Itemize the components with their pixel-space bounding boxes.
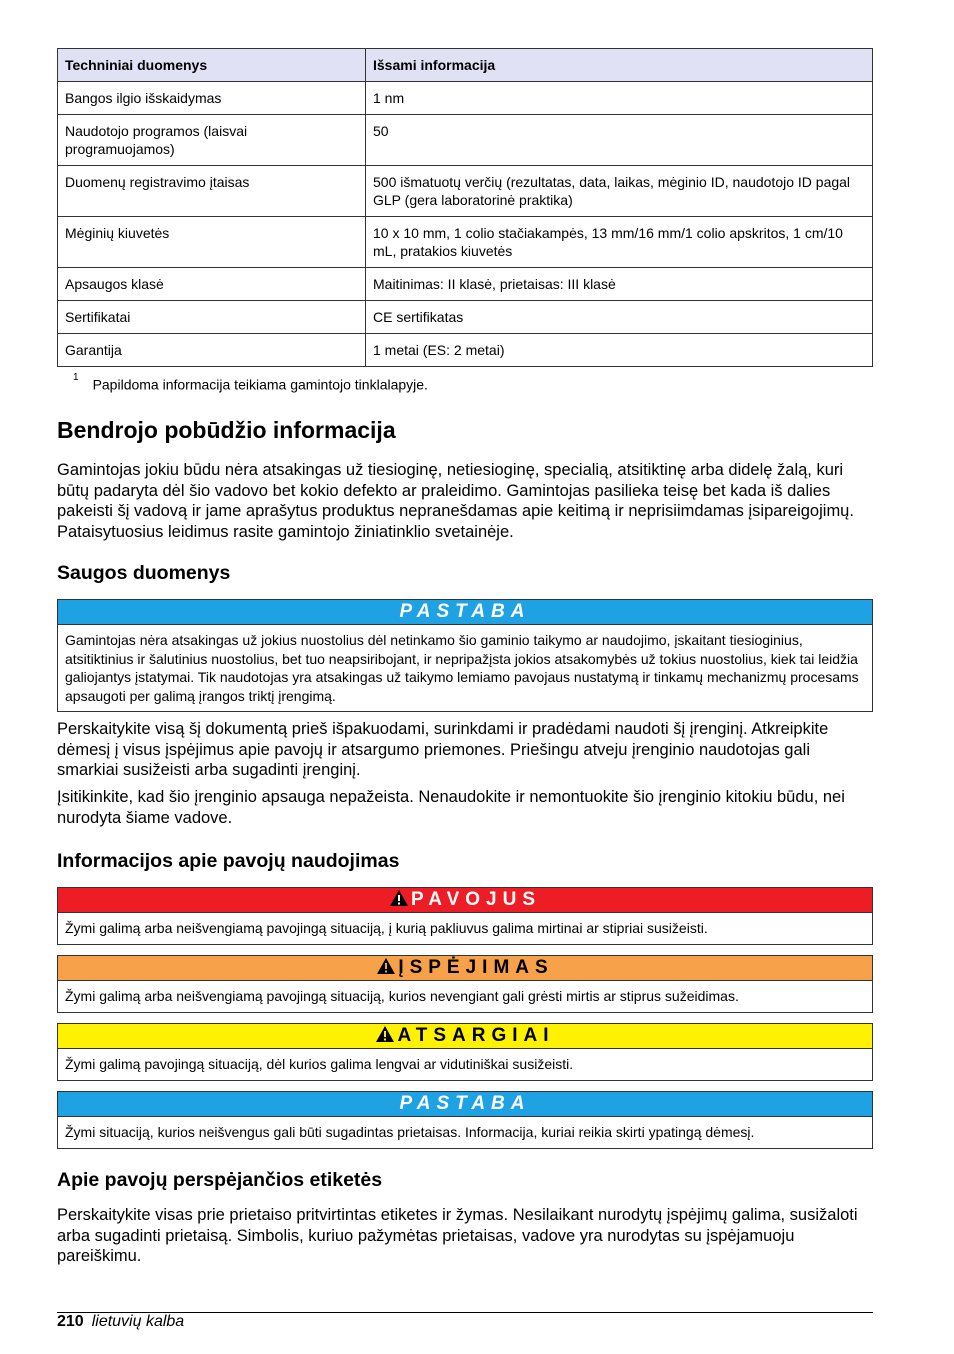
section-title-general: Bendrojo pobūdžio informacija	[57, 417, 396, 443]
table-cell: 1 metai (ES: 2 metai)	[366, 334, 873, 367]
table-cell: 1 nm	[366, 82, 873, 115]
notice-text: Gamintojas nėra atsakingas už jokius nuostolius dėl netinkamo šio gaminio taikymo ar naudojimo, įskaitant tiesioginius, atsitiktinius ir šalutinius nuostolius, bet tuo neapsiribojant, ir nepripažįsta jokios atsakomybės už tokius nuostolius, kiek tai leidžia galiojantys įstatymai. Tik naudotojas yra atsakingas už taikymo lemiamo pavojaus nustatymą ir tinkamų mechanizmų procesams apsaugoti per galimą įrangos triktį įrengimą.	[65, 632, 859, 704]
warning-header	[58, 956, 872, 981]
danger-box	[57, 887, 873, 945]
section-title-labels: Apie pavojų perspėjančios etiketės	[57, 1169, 383, 1191]
footer-language: lietuvių kalba	[91, 1313, 185, 1330]
notice-text: Žymi situaciją, kurios neišvengus gali būti sugadintas prietaisas. Informacija, kuriai reikia skirti ypatingą dėmesį.	[65, 1124, 755, 1140]
table-row	[58, 82, 873, 115]
danger-text: Žymi galimą arba neišvengiamą pavojingą situaciją, į kurią pakliuvus galima mirtinai ar stipriai susižeisti.	[65, 920, 708, 936]
footnote-text: Papildoma informacija teikiama gamintojo tinklalapyje.	[92, 376, 428, 393]
footnote-mark: 1	[73, 372, 79, 383]
table-cell: Garantija	[58, 334, 366, 367]
section-title-safety: Saugos duomenys	[57, 562, 231, 584]
caution-header	[58, 1024, 872, 1049]
warning-triangle-icon	[376, 957, 396, 982]
table-header-cell: Techniniai duomenys	[58, 49, 366, 82]
table-row	[58, 217, 873, 268]
table-cell: Duomenų registravimo įtaisas	[58, 166, 366, 217]
table-cell: Mėginių kiuvetės	[58, 217, 366, 268]
table-cell: Maitinimas: II klasė, prietaisas: III klasė	[366, 268, 873, 301]
danger-header-label: PAVOJUS	[411, 889, 541, 910]
table-row	[58, 115, 873, 166]
table-cell: 50	[366, 115, 873, 166]
warning-header-label: ĮSPĖJIMAS	[398, 957, 554, 978]
danger-header	[58, 888, 872, 913]
table-cell: Apsaugos klasė	[58, 268, 366, 301]
table-header-row	[58, 49, 873, 82]
notice-box-hazard	[57, 1091, 873, 1149]
section-title-hazard-info: Informacijos apie pavojų naudojimas	[57, 850, 400, 872]
page-footer	[57, 1313, 184, 1331]
table-row	[58, 166, 873, 217]
safety-paragraph-1: Perskaitykite visą šį dokumentą prieš išpakuodami, surinkdami ir pradėdami naudoti šį įrenginį. Atkreipkite dėmesį į visus įspėjimus apie pavojų ir atsargumo priemones. Priešingu atveju įrenginio naudotojas gali smarkiai susižeisti arba sugadinti įrenginį.	[57, 720, 829, 779]
general-info-paragraph: Gamintojas jokiu būdu nėra atsakingas už tiesioginę, netiesioginę, specialią, atsitiktinę arba didelę žalą, kuri būtų padaryta dėl šio vadovo bet kokio defekto ar praleidimo. Gamintojas pasilieka teisę bet kada iš dalies pakeisti šį vadovą ir jame aprašytus produktus nepranešdamas apie keitimą ir neprisiimdamas įsipareigojimų. Pataisytuosius leidimus rasite gamintojo žiniatinklio svetainėje.	[57, 461, 854, 541]
caution-header-label: ATSARGIAI	[397, 1025, 555, 1046]
table-cell: CE sertifikatas	[366, 301, 873, 334]
table-cell: Bangos ilgio išskaidymas	[58, 82, 366, 115]
notice-box-safety	[57, 599, 873, 712]
notice-header: PASTABA	[58, 600, 872, 625]
labels-paragraph: Perskaitykite visas prie prietaiso pritvirtintas etiketes ir žymas. Nesilaikant nurodytų įspėjimų galima, susižaloti arba sugadinti prietaisą. Simbolis, kuriuo pažymėtas prietaisas, vadove yra nurodytas su įspėjamuoju pareiškimu.	[57, 1206, 858, 1265]
specifications-table	[57, 48, 873, 367]
warning-triangle-icon	[375, 1025, 395, 1050]
table-row	[58, 334, 873, 367]
table-cell: 500 išmatuotų verčių (rezultatas, data, laikas, mėginio ID, naudotojo ID pagal GLP (gera laboratorinė praktika)	[366, 166, 873, 217]
table-header-cell: Išsami informacija	[366, 49, 873, 82]
table-cell: 10 x 10 mm, 1 colio stačiakampės, 13 mm/16 mm/1 colio apskritos, 1 cm/10 mL, pratakios kiuvetės	[366, 217, 873, 268]
safety-paragraph-2: Įsitikinkite, kad šio įrenginio apsauga nepažeista. Nenaudokite ir nemontuokite šio įrenginio kitokiu būdu, nei nurodyta šiame vadove.	[57, 788, 845, 827]
table-row	[58, 301, 873, 334]
table-cell: Sertifikatai	[58, 301, 366, 334]
warning-text: Žymi galimą arba neišvengiamą pavojingą situaciją, kurios nevengiant gali grėsti mirtis ar stiprus sužeidimas.	[65, 988, 739, 1004]
caution-box	[57, 1023, 873, 1081]
warning-triangle-icon	[389, 889, 409, 914]
caution-text: Žymi galimą pavojingą situaciją, dėl kurios galima lengvai ar vidutiniškai susižeisti.	[65, 1056, 574, 1072]
table-footnote	[73, 372, 428, 393]
notice-header: PASTABA	[58, 1092, 872, 1117]
table-cell: Naudotojo programos (laisvai programuojamos)	[58, 115, 366, 166]
warning-box	[57, 955, 873, 1013]
page-number: 210	[57, 1313, 84, 1330]
table-row	[58, 268, 873, 301]
